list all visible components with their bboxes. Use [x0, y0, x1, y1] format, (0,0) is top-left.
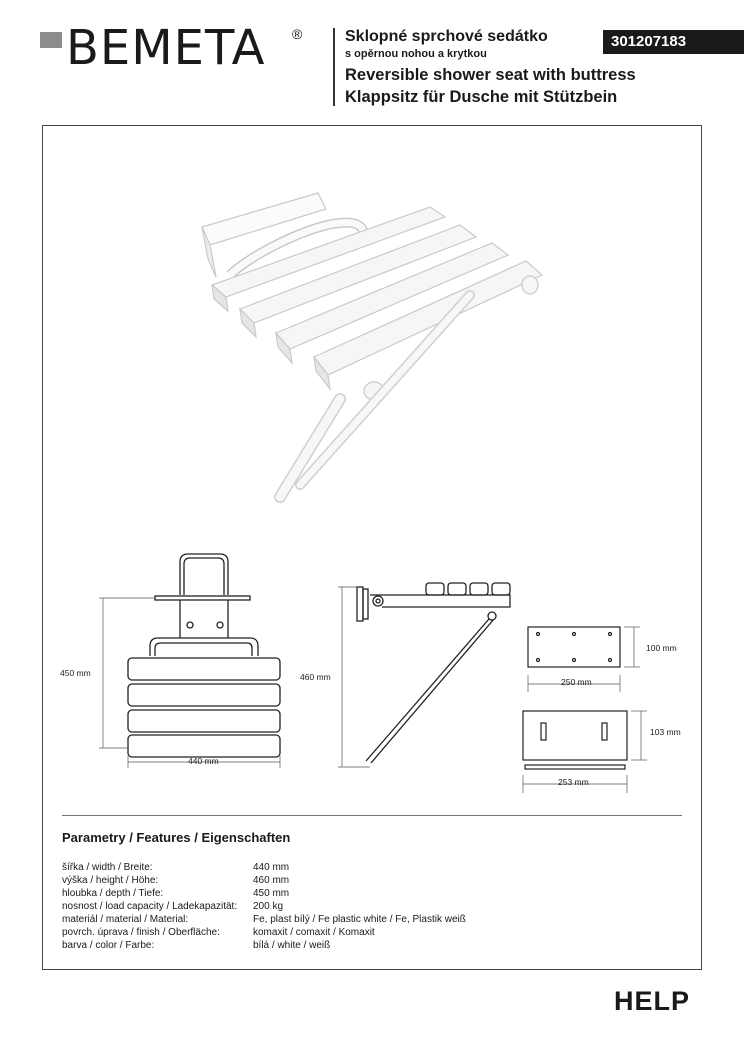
- spec-value: komaxit / comaxit / Komaxit: [253, 927, 375, 938]
- product-code: 301207183: [603, 30, 744, 54]
- front-width-label: 440 mm: [188, 756, 219, 766]
- spec-label: hloubka / depth / Tiefe:: [62, 888, 164, 899]
- spec-label: materiál / material / Material:: [62, 914, 189, 925]
- spec-value: 440 mm: [253, 862, 290, 873]
- spec-label: povrch. úprava / finish / Oberfläche:: [62, 927, 220, 938]
- registered-mark: ®: [292, 26, 303, 42]
- side-height-label: 460 mm: [300, 672, 331, 682]
- title-german: Klappsitz für Dusche mit Stützbein: [345, 88, 618, 106]
- spec-value: 200 kg: [253, 901, 284, 912]
- subtitle-czech: s opěrnou nohou a krytkou: [345, 48, 487, 60]
- front-view-drawing: [95, 550, 295, 775]
- side-view-drawing: [330, 575, 520, 775]
- plate1-width-label: 250 mm: [561, 677, 592, 687]
- plate1-height-label: 100 mm: [646, 643, 677, 653]
- spec-value: bílá / white / weiß: [253, 940, 331, 951]
- features-title: Parametry / Features / Eigenschaften: [62, 830, 291, 845]
- help-series-brand: HELP: [614, 986, 691, 1016]
- spec-value: 460 mm: [253, 875, 290, 886]
- spec-value: 450 mm: [253, 888, 290, 899]
- spec-label: šířka / width / Breite:: [62, 862, 153, 873]
- spec-label: nosnost / load capacity / Ladekapazität:: [62, 901, 238, 912]
- title-czech: Sklopné sprchové sedátko: [345, 28, 548, 45]
- spec-label: barva / color / Farbe:: [62, 940, 155, 951]
- product-photo: [190, 185, 570, 515]
- logo-mark: [40, 32, 62, 48]
- front-height-label: 450 mm: [60, 668, 91, 678]
- spec-label: výška / height / Höhe:: [62, 875, 159, 886]
- plate2-height-label: 103 mm: [650, 727, 681, 737]
- brand-logo: BEMETA: [66, 20, 266, 76]
- features-divider: [62, 815, 682, 816]
- title-english: Reversible shower seat with buttress: [345, 66, 636, 84]
- header-divider: [333, 28, 335, 106]
- plate2-width-label: 253 mm: [558, 777, 589, 787]
- spec-value: Fe, plast bílý / Fe plastic white / Fe, Plastik weiß: [253, 914, 466, 925]
